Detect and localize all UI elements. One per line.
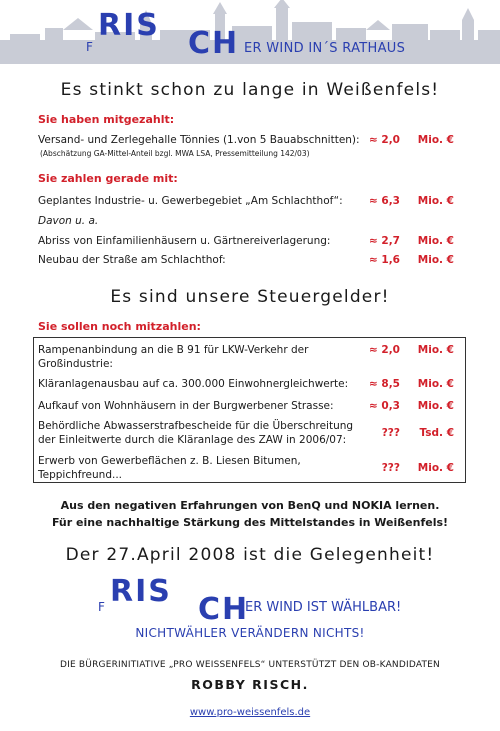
source-note: (Abschätzung GA-Mittel-Anteil bzgl. MWA LSA, Pressemitteilung 142/03)	[40, 149, 310, 158]
cost-unit: Mio. €	[417, 344, 454, 356]
cost-description: Davon u. a.	[38, 215, 99, 227]
brand-letters-ch: CH	[198, 592, 250, 627]
cost-amount: ≈ 6,3	[368, 195, 400, 207]
cost-description: Kläranlagenausbau auf ca. 300.000 Einwohnergleichwerte:	[38, 378, 349, 390]
cost-unit: Mio. €	[417, 462, 454, 474]
cost-amount: ???	[381, 462, 400, 474]
cost-description: Neubau der Straße am Schlachthof:	[38, 254, 226, 266]
cost-unit: Tsd. €	[419, 427, 454, 439]
header-brand-logo	[0, 8, 500, 64]
brand-letter-f: F	[86, 40, 94, 54]
cost-amount: ≈ 0,3	[368, 400, 400, 412]
cost-unit: Mio. €	[417, 195, 454, 207]
header-banner	[0, 0, 500, 64]
brand-subtitle: ER WIND IN´S RATHAUS	[244, 41, 406, 56]
cost-unit: Mio. €	[417, 134, 454, 146]
cost-amount: ≈ 8,5	[368, 378, 400, 390]
cost-amount: ≈ 2,7	[368, 235, 400, 247]
cost-unit: Mio. €	[417, 400, 454, 412]
brand-letters-ris: RIS	[110, 574, 172, 609]
headline-steuergelder: Es sind unsere Steuergelder!	[110, 287, 390, 307]
brand-letters-ch: CH	[188, 26, 240, 61]
cost-description: Abriss von Einfamilienhäusern u. Gärtnereiverlagerung:	[38, 235, 331, 247]
cost-amount: ???	[381, 427, 400, 439]
cost-description: Rampenanbindung an die B 91 für LKW-Verkehr der Großindustrie:	[38, 344, 309, 370]
footer-brand-logo	[0, 574, 500, 627]
brand-letter-f: F	[98, 600, 106, 614]
initiative-statement: DIE BÜRGERINITIATIVE „PRO WEISSENFELS“ UNTERSTÜTZT DEN OB-KANDIDATEN	[60, 660, 440, 670]
cost-description: Aufkauf von Wohnhäusern in der Burgwerbener Strasse:	[38, 400, 334, 412]
statement-benq-nokia: Aus den negativen Erfahrungen von BenQ und NOKIA lernen.	[60, 499, 440, 512]
cost-amount: ≈ 1,6	[368, 254, 400, 266]
cost-unit: Mio. €	[417, 235, 454, 247]
section-label-mitgezahlt: Sie haben mitgezahlt:	[38, 113, 175, 126]
cost-description: Versand- und Zerlegehalle Tönnies (1.von 5 Bauabschnitten):	[38, 134, 360, 146]
cost-description: Behördliche Abwasserstrafbescheide für die Überschreitung der Einleitwerte durch die Kläranlage des ZAW in 2006/07:	[38, 420, 354, 446]
cost-amount: ≈ 2,0	[368, 344, 400, 356]
brand-letters-ris: RIS	[98, 8, 160, 43]
slogan-nichtwaehler: NICHTWÄHLER VERÄNDERN NICHTS!	[135, 626, 365, 640]
cost-description: Erwerb von Gewerbeflächen z. B. Liesen Bitumen, Teppichfreund...	[38, 455, 301, 481]
cost-description: Geplantes Industrie- u. Gewerbegebiet „Am Schlachthof“:	[38, 195, 343, 207]
headline-stinkt: Es stinkt schon zu lange in Weißenfels!	[60, 80, 440, 100]
section-label-zahlen-gerade: Sie zahlen gerade mit:	[38, 172, 178, 185]
headline-election-date: Der 27.April 2008 ist die Gelegenheit!	[65, 545, 435, 565]
cost-unit: Mio. €	[417, 254, 454, 266]
statement-mittelstand: Für eine nachhaltige Stärkung des Mittelstandes in Weißenfels!	[51, 516, 449, 529]
cost-amount: ≈ 2,0	[368, 134, 400, 146]
brand-subtitle: ER WIND IST WÄHLBAR!	[245, 600, 402, 615]
candidate-name: ROBBY RISCH.	[191, 677, 309, 692]
cost-unit: Mio. €	[417, 378, 454, 390]
section-label-noch-mitzahlen: Sie sollen noch mitzahlen:	[38, 320, 201, 333]
website-link[interactable]: www.pro-weissenfels.de	[189, 707, 311, 718]
